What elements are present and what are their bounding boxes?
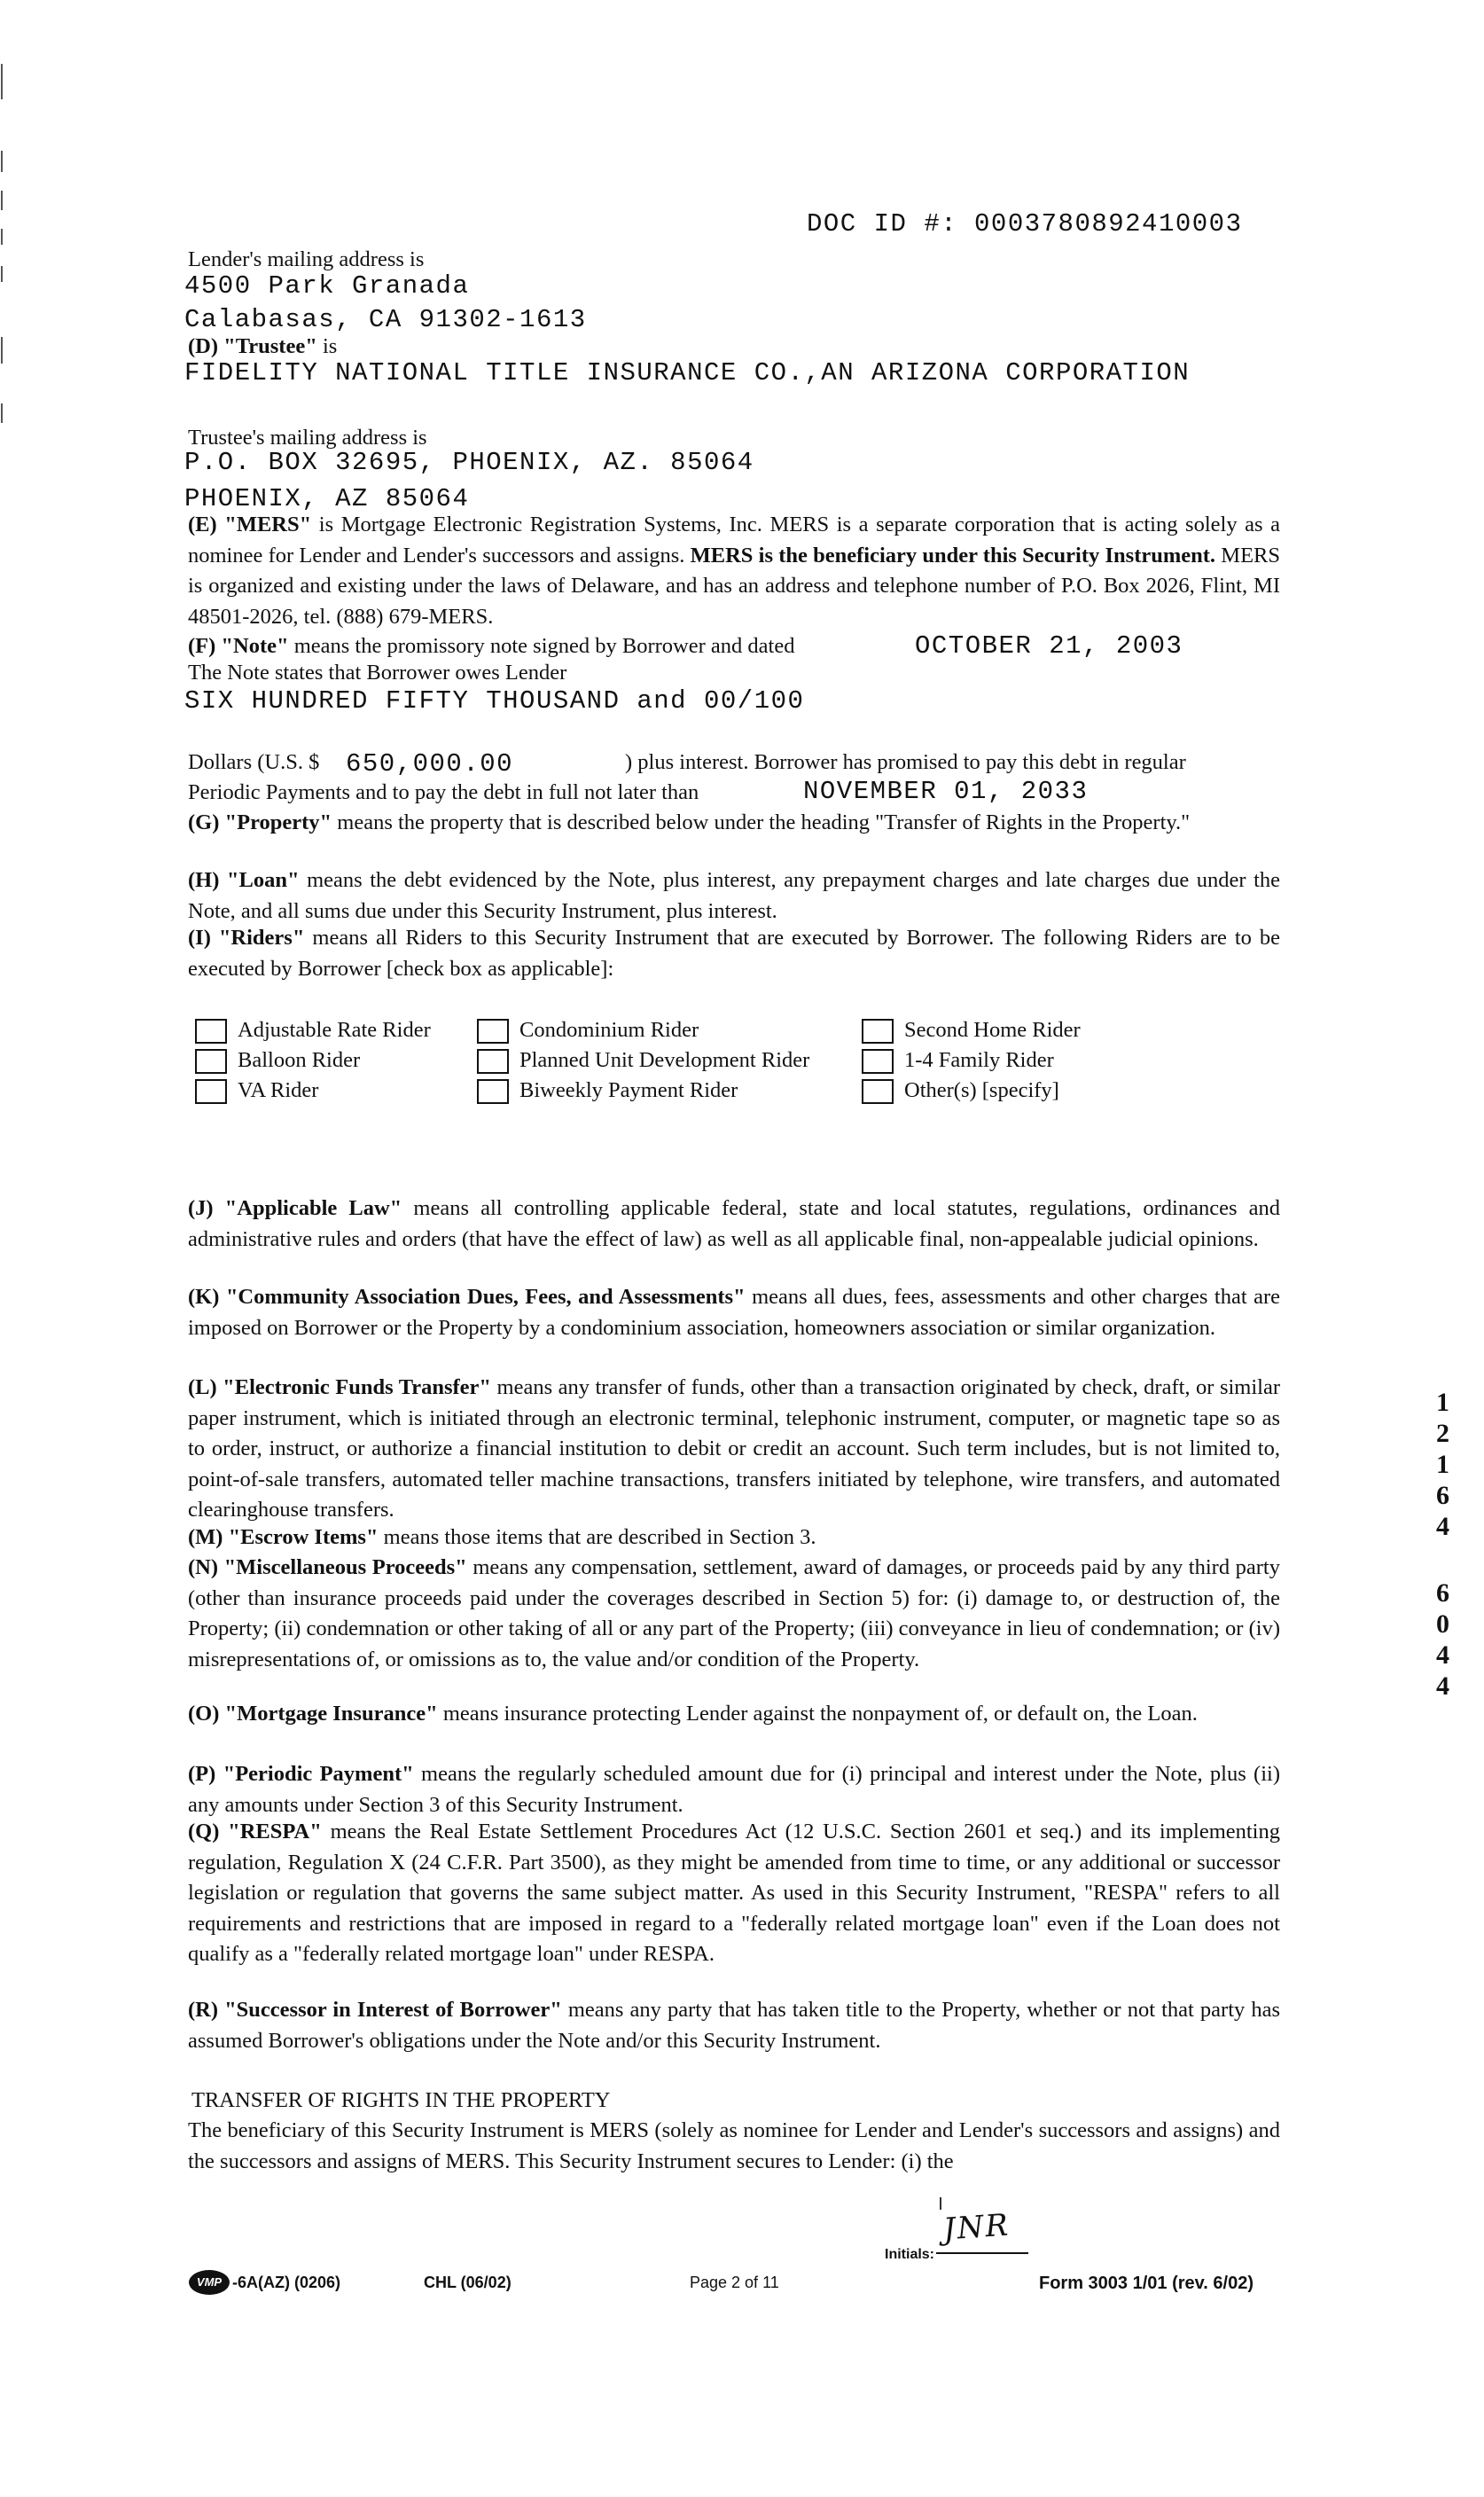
loan-amount: 650,000.00 [346,749,514,779]
footer-form-code: -6A(AZ) (0206) [232,2274,341,2291]
lender-address-line2: Calabasas, CA 91302-1613 [184,305,587,334]
term-loan: (H) "Loan" [188,868,300,892]
initials-tick [940,2197,941,2210]
trustee-label-line [188,332,337,362]
definition-r-successor-in-interest [188,1995,1280,2056]
rider-label: Adjustable Rate Rider [238,1018,431,1042]
side-number-digit: 4 [1436,1512,1449,1541]
checkbox-icon[interactable] [477,1019,509,1044]
term-respa: (Q) "RESPA" [188,1820,322,1843]
term-periodic-payment: (P) "Periodic Payment" [188,1762,414,1786]
checkbox-icon[interactable] [195,1049,227,1074]
side-number-digit: 4 [1436,1671,1449,1701]
vmp-logo-text: VMP [196,2275,223,2289]
term-property: (G) "Property" [188,810,332,834]
plus-interest-text: ) plus interest. Borrower has promised to pay this debt in regular [625,750,1186,774]
electronic-funds-transfer-text: means any transfer of funds, other than a transaction originated by check, draft, or similar paper instrument, which is initiated through an electronic terminal, telephonic instrument, computer, or magnetic tape so as to order, instruct, or authorize a financial institution to debit or credit an account. Such term includes, but is not limited to, point-of-sale transfers, automated teller machine transactions, transfers initiated by telephone, wire transfers, and automated clearinghouse transfers. [188,1375,1280,1522]
rider-label: Planned Unit Development Rider [519,1048,810,1072]
footer-page-number: Page 2 of 11 [690,2274,779,2291]
transfer-paragraph: The beneficiary of this Security Instrument is MERS (solely as nominee for Lender and Lender's successors and assigns) and the successors and assigns of MERS. This Security Instrument secures to Lender: (i) the [188,2118,1280,2173]
miscellaneous-proceeds-text: means any compensation, settlement, award of damages, or proceeds paid by any third party (other than insurance proceeds paid under the coverages described in Section 5) for: (i) damage to, or destruction of, the Property; (ii) condemnation or other taking of all or any part of the Property; (iii) conveyance in lieu of condemnation; or (iv) misrepresentations of, or omissions as to, the value and/or condition of the Property. [188,1555,1280,1671]
periodic-payments-text: Periodic Payments and to pay the debt in full not later than [188,780,699,804]
trustee-address-line2: PHOENIX, AZ 85064 [184,484,470,513]
respa-text: means the Real Estate Settlement Procedures Act (12 U.S.C. Section 2601 et seq.) and its implementing regulation, Regulation X (24 C.F.R. Part 3500), as they might be amended from time to time, or any additional or successor legislation or regulation that governs the same subject matter. As used in this Security Instrument, "RESPA" refers to all requirements and restrictions that are imposed in regard to a "federally related mortgage loan" even if the Loan does not qualify as a "federally related mortgage loan" under RESPA. [188,1820,1280,1966]
scan-edge-mark [1,64,3,99]
side-number-digit: 4 [1436,1640,1449,1670]
side-number-digit: 6 [1436,1481,1449,1510]
trustee-name: FIDELITY NATIONAL TITLE INSURANCE CO.,AN ARIZONA CORPORATION [184,358,1191,387]
community-association-text: means all dues, fees, assessments and other charges that are imposed on Borrower or the Property by a condominium association, homeowners association or similar organization. [188,1285,1280,1340]
scan-edge-mark [1,229,3,245]
definition-h-loan [188,865,1280,927]
trustee-mailing-label: Trustee's mailing address is [188,426,427,450]
property-text: means the property that is described below under the heading "Transfer of Rights in the Property." [332,810,1191,834]
amount-in-words: SIX HUNDRED FIFTY THOUSAND and 00/100 [184,686,805,716]
checkbox-icon[interactable] [862,1049,894,1074]
side-number-digit: 0 [1436,1609,1449,1639]
side-number-digit: 6 [1436,1578,1449,1608]
rider-label: Balloon Rider [238,1048,361,1072]
mortgage-insurance-text: means insurance protecting Lender against the nonpayment of, or default on, the Loan. [437,1702,1198,1726]
scan-edge-mark [1,403,3,423]
vmp-logo [189,2270,230,2295]
term-mers: (E) "MERS" [188,513,312,536]
rider-label: Second Home Rider [904,1018,1081,1042]
rider-label: 1-4 Family Rider [904,1048,1054,1072]
definition-p-periodic-payment [188,1759,1280,1820]
term-note: (F) "Note" [188,634,289,658]
definition-i-riders [188,923,1280,984]
successor-in-interest-text: means any party that has taken title to the Property, whether or not that party has assumed Borrower's obligations under the Note and/or this Security Instrument. [188,1998,1280,2053]
initials-signature: JNR [941,2207,1011,2248]
definition-m-escrow-items [188,1522,1280,1554]
term-applicable-law: (J) "Applicable Law" [188,1196,402,1220]
definition-j-applicable-law [188,1194,1280,1255]
applicable-law-text: means all controlling applicable federal, state and local statutes, regulations, ordinances and administrative rules and orders (that have the effect of law) as well as all applicable final, non-appealable judicial opinions. [188,1196,1281,1251]
rider-planned-unit-development[interactable] [477,1046,809,1075]
rider-va[interactable] [195,1076,318,1105]
mers-text-1: is Mortgage Electronic Registration Systems, Inc. MERS is a separate corporation that is acting solely as a nominee for Lender and Lender's successors and assigns. [188,513,1280,568]
checkbox-icon[interactable] [477,1079,509,1104]
rider-balloon[interactable] [195,1046,360,1075]
lender-address-line1: 4500 Park Granada [184,271,470,301]
rider-1-4-family[interactable] [862,1046,1054,1075]
definition-n-miscellaneous-proceeds [188,1553,1280,1675]
term-electronic-funds-transfer: (L) "Electronic Funds Transfer" [188,1375,492,1399]
checkbox-icon[interactable] [862,1019,894,1044]
riders-text: means all Riders to this Security Instrument that are executed by Borrower. The following Riders are to be executed by Borrower [check box as applicable]: [188,926,1280,981]
trustee-address-line1: P.O. BOX 32695, PHOENIX, AZ. 85064 [184,448,754,477]
note-date: OCTOBER 21, 2003 [915,631,1183,661]
rider-label: Condominium Rider [519,1018,699,1042]
term-successor-in-interest: (R) "Successor in Interest of Borrower" [188,1998,562,2022]
note-text: means the promissory note signed by Borrower and dated [288,634,795,658]
footer-chl: CHL (06/02) [424,2274,512,2291]
footer-form-number: Form 3003 1/01 (rev. 6/02) [1039,2274,1254,2293]
term-miscellaneous-proceeds: (N) "Miscellaneous Proceeds" [188,1555,467,1579]
rider-others[interactable] [862,1076,1059,1105]
rider-biweekly-payment[interactable] [477,1076,738,1105]
definition-o-mortgage-insurance [188,1699,1280,1730]
checkbox-icon[interactable] [195,1019,227,1044]
checkbox-icon[interactable] [862,1079,894,1104]
side-number-digit: 1 [1436,1450,1449,1479]
rider-label: Other(s) [specify] [904,1078,1059,1102]
scan-edge-mark [1,151,3,172]
periodic-payment-text: means the regularly scheduled amount due for (i) principal and interest under the Note, plus (ii) any amounts under Section 3 of this Security Instrument. [188,1762,1280,1817]
mers-text-2: MERS is organized and existing under the laws of Delaware, and has an address and telephone number of P.O. Box 2026, Flint, MI 48501-2026, tel. (888) 679-MERS. [188,543,1281,629]
scan-edge-mark [1,191,3,210]
definition-e-mers [188,510,1280,632]
checkbox-icon[interactable] [477,1049,509,1074]
dollars-label: Dollars (U.S. $ [188,750,320,774]
side-number-digit: 2 [1436,1419,1449,1448]
initials-line [936,2252,1028,2254]
trustee-is: is [316,334,338,358]
mers-beneficiary-statement: MERS is the beneficiary under this Security Instrument. [690,543,1216,568]
loan-text: means the debt evidenced by the Note, plus interest, any prepayment charges and late charges due under the Note, and all sums due under this Security Instrument, plus interest. [188,868,1280,923]
scan-edge-mark [1,266,3,282]
rider-adjustable-rate[interactable] [195,1016,431,1045]
term-escrow-items: (M) "Escrow Items" [188,1525,379,1549]
maturity-date: NOVEMBER 01, 2033 [803,777,1089,806]
rider-second-home[interactable] [862,1016,1081,1045]
scan-edge-mark [1,337,3,364]
lender-mailing-label: Lender's mailing address is [188,247,425,271]
rider-label: VA Rider [238,1078,319,1102]
transfer-heading: TRANSFER OF RIGHTS IN THE PROPERTY [191,2088,611,2112]
definition-q-respa [188,1817,1280,1970]
escrow-items-text: means those items that are described in Section 3. [378,1525,816,1549]
definition-f-note [188,631,794,661]
initials-label: Initials: [885,2247,935,2262]
owes-text: The Note states that Borrower owes Lender [188,661,567,685]
term-riders: (I) "Riders" [188,926,305,950]
side-number-digit: 1 [1436,1388,1449,1417]
term-community-association: (K) "Community Association Dues, Fees, and Assessments" [188,1285,746,1309]
definition-l-electronic-funds-transfer [188,1373,1280,1526]
definition-k-community-association [188,1282,1280,1343]
doc-id: DOC ID #: 0003780892410003 [807,209,1243,239]
rider-condominium[interactable] [477,1016,699,1045]
checkbox-icon[interactable] [195,1079,227,1104]
definition-g-property [188,808,1280,839]
trustee-term: (D) "Trustee" [188,334,317,358]
rider-label: Biweekly Payment Rider [519,1078,738,1102]
term-mortgage-insurance: (O) "Mortgage Insurance" [188,1702,438,1726]
